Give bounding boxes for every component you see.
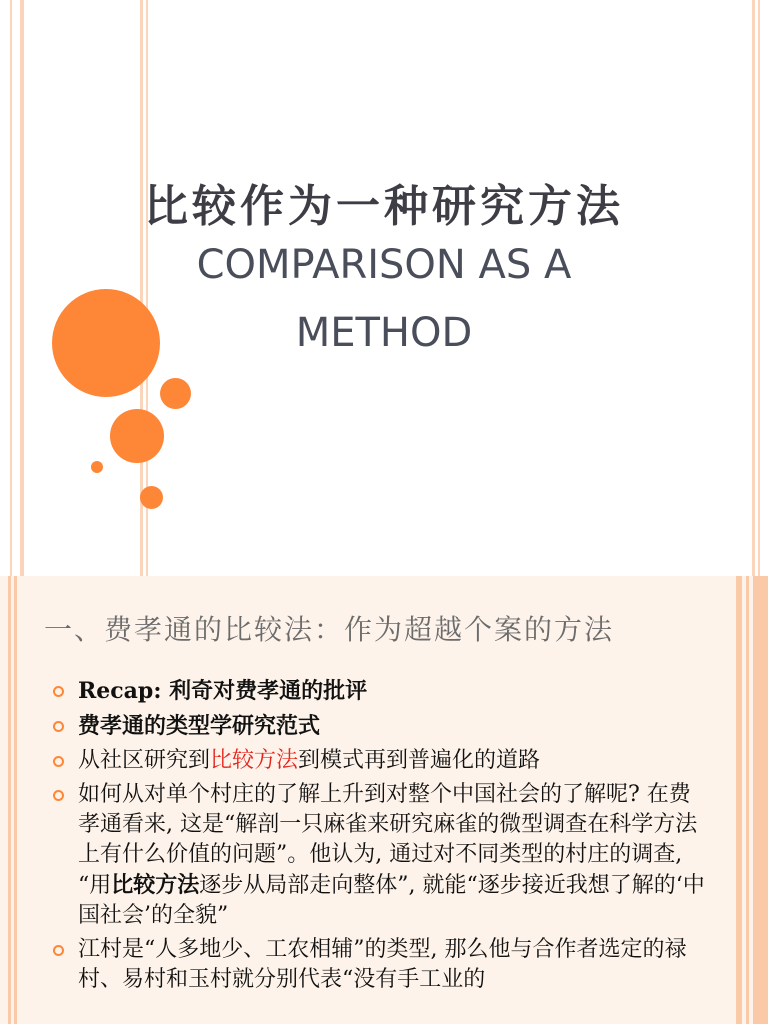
bullet-text: Recap: 利奇对费孝通的批评 [78, 678, 368, 704]
decor-stripe [753, 576, 768, 1024]
bullet-text: 逐步从局部走向整体”, 就能“逐步接近我想了解的‘中国社会’的全貌” [78, 873, 705, 928]
decor-stripe [746, 576, 749, 1024]
bullet-text: 费孝通的类型学研究范式 [78, 713, 321, 739]
bullet-text: 江村是“人多地少、工农相辅”的类型, 那么他与合作者选定的禄村、易村和玉村就分别代表“没有手工业的 [78, 937, 687, 992]
slide-title-chinese: 比较作为一种研究方法 [144, 181, 624, 232]
list-item [50, 746, 710, 776]
bullet-circle-icon [53, 756, 64, 767]
decor-circle-tiny [91, 461, 103, 473]
decor-stripe [20, 0, 24, 576]
bold-text: 比较方法 [111, 872, 200, 898]
decor-stripe [14, 576, 17, 1024]
bullet-circle-icon [53, 790, 64, 801]
bullet-circle-icon [53, 721, 64, 732]
bullet-list [50, 676, 710, 999]
decor-circle-medium [110, 409, 164, 463]
decor-stripe [8, 576, 11, 1024]
decor-stripe [10, 0, 12, 576]
decor-stripe [736, 576, 742, 1024]
decor-circle-small [140, 486, 163, 509]
bullet-circle-icon [53, 686, 64, 697]
list-item [50, 935, 710, 995]
section-heading: 一、费孝通的比较法：作为超越个案的方法 [44, 613, 615, 646]
list-item [50, 676, 710, 707]
highlight-text: 比较方法 [210, 748, 299, 773]
bullet-text: 从社区研究到 [78, 748, 211, 773]
list-item [50, 780, 710, 931]
bullet-text: 到模式再到普遍化的道路 [298, 748, 541, 773]
decor-circle-small [160, 378, 191, 409]
bullet-text: 如何从对单个村庄的了解上升到对整个中国社会的了解呢? 在费孝通看来, 这是“解剖一只麻雀来研究麻雀的微型调查在科学方法上有什么价值的问题”。他认为, 通过对不同类型的村庄的调查, “用 [78, 782, 698, 898]
slide-title-english-line2: METHOD [295, 310, 473, 356]
decor-stripe [758, 0, 760, 576]
decor-stripe [752, 0, 755, 576]
bullet-circle-icon [53, 945, 64, 956]
list-item [50, 711, 710, 742]
slide-title-english-line1: COMPARISON AS A [196, 242, 572, 288]
